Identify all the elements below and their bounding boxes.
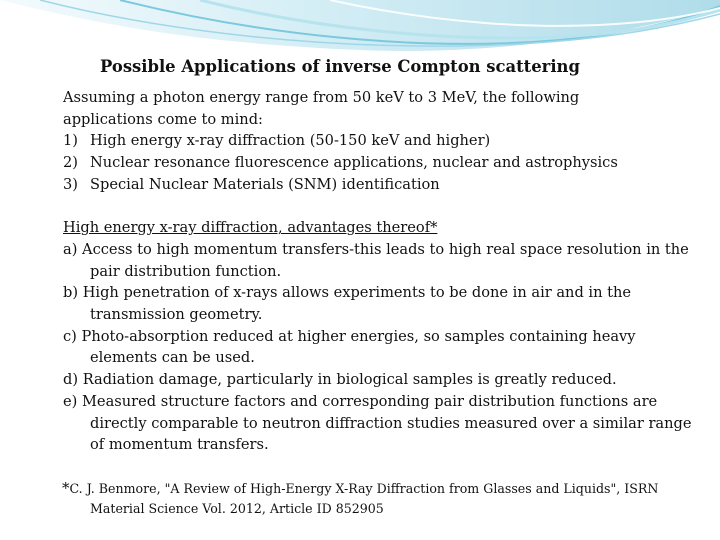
application-item — [63, 174, 703, 196]
slide-title: Possible Applications of inverse Compton scattering — [100, 57, 580, 76]
item-letter: c) — [63, 327, 77, 345]
advantages-heading: High energy x-ray diffraction, advantages thereof* — [63, 219, 438, 237]
advantage-item — [63, 239, 703, 282]
advantage-item — [63, 369, 703, 391]
item-number: 1) — [63, 132, 78, 150]
item-letter: e) — [63, 392, 78, 410]
advantage-item — [63, 391, 703, 456]
item-text: Measured structure factors and corresponding pair distribution functions are directly comparable to neutron diffraction studies measured over a similar range of momentum transfers. — [81, 392, 692, 454]
item-text: Access to high momentum transfers-this leads to high real space resolution in the pair distribution function. — [82, 240, 689, 280]
intro-line: Assuming a photon energy range from 50 keV to 3 MeV, the following — [63, 89, 580, 106]
item-text: Special Nuclear Materials (SNM) identification — [90, 175, 440, 193]
item-number: 3) — [63, 175, 78, 193]
footnote-line — [62, 478, 702, 499]
footnote — [62, 478, 702, 519]
footnote-line: Material Science Vol. 2012, Article ID 852905 — [90, 501, 384, 516]
item-letter: d) — [63, 371, 79, 389]
application-item — [63, 130, 703, 152]
advantage-item — [63, 282, 703, 325]
item-text: High energy x-ray diffraction (50-150 keV and higher) — [90, 132, 491, 150]
item-number: 2) — [63, 154, 78, 172]
item-text: High penetration of x-rays allows experiments to be done in air and in the transmission geometry. — [82, 284, 632, 324]
item-letter: b) — [63, 284, 79, 302]
application-item — [63, 152, 703, 174]
advantage-item — [63, 326, 703, 369]
footnote-marker: * — [62, 479, 70, 497]
item-text: Nuclear resonance fluorescence applications, nuclear and astrophysics — [90, 154, 618, 172]
intro-line: applications come to mind: — [63, 110, 263, 128]
footnote-citation: C. J. Benmore, "A Review of High-Energy X-Ray Diffraction from Glasses and Liquids", ISRN — [69, 481, 659, 496]
slide-body — [63, 87, 703, 456]
item-text: Photo-absorption reduced at higher energies, so samples containing heavy elements can be used. — [81, 327, 636, 367]
item-letter: a) — [63, 240, 78, 258]
item-text: Radiation damage, particularly in biological samples is greatly reduced. — [82, 371, 617, 389]
